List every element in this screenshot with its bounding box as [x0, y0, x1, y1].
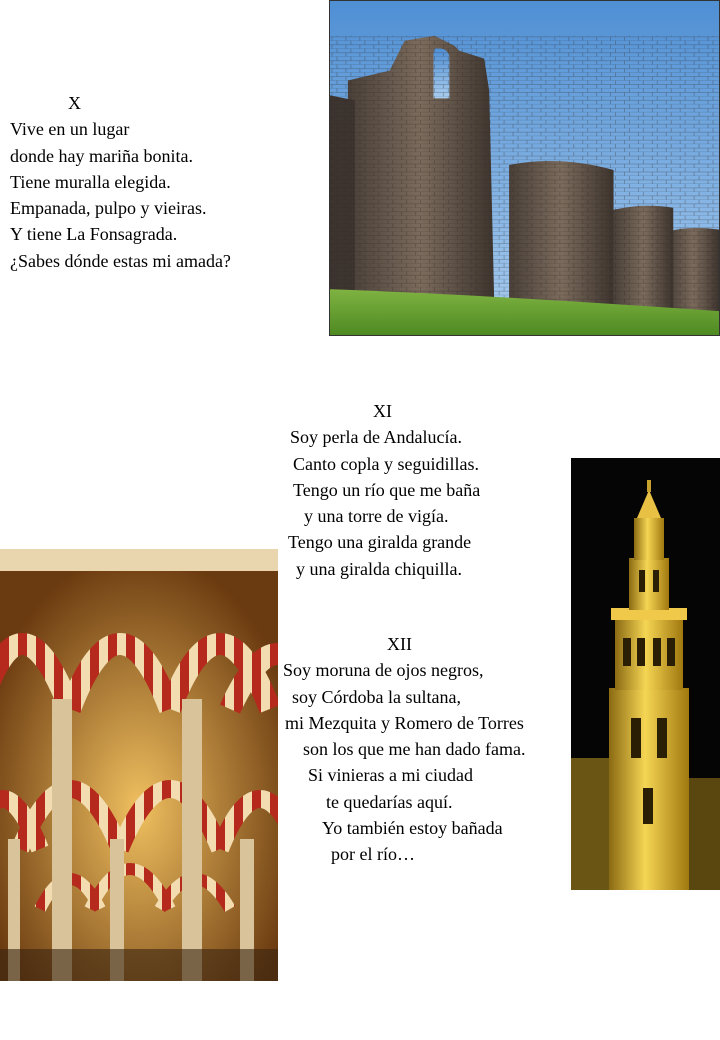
poem-line: Tengo una giralda grande: [288, 532, 472, 553]
poem-line: Si vinieras a mi ciudad: [308, 765, 473, 786]
poem-line: Y tiene La Fonsagrada.: [10, 224, 178, 245]
poem-line: Soy perla de Andalucía.: [290, 427, 462, 448]
poem-line: Vive en un lugar: [10, 119, 130, 140]
poem-line: Empanada, pulpo y vieiras.: [10, 198, 207, 219]
poem-line: Tengo un río que me baña: [293, 479, 481, 500]
roman-wall-photo: [329, 0, 720, 336]
poem-line: Yo también estoy bañada: [322, 818, 503, 839]
poem-line: y una torre de vigía.: [304, 506, 449, 527]
poem-line: son los que me han dado fama.: [303, 739, 526, 760]
poem-numeral: XII: [387, 634, 412, 654]
poem-line: y una giralda chiquilla.: [296, 558, 462, 579]
poem-x: [10, 90, 231, 274]
poem-numeral: XI: [373, 401, 392, 421]
poem-numeral: X: [68, 93, 81, 113]
mezquita-arches-photo: [0, 549, 278, 981]
poem-line: Canto copla y seguidillas.: [293, 453, 479, 474]
poem-line: Soy moruna de ojos negros,: [283, 660, 484, 681]
poem-line: soy Córdoba la sultana,: [292, 686, 461, 707]
poem-line: Tiene muralla elegida.: [10, 171, 171, 192]
giralda-photo: [571, 458, 720, 890]
poem-xi: [286, 398, 480, 582]
poem-line: mi Mezquita y Romero de Torres: [285, 712, 524, 733]
poem-line: ¿Sabes dónde estas mi amada?: [10, 250, 231, 271]
poem-line: donde hay mariña bonita.: [10, 145, 193, 166]
poem-line: te quedarías aquí.: [326, 791, 453, 812]
poem-line: por el río…: [331, 844, 415, 865]
poem-xii: [283, 631, 525, 868]
